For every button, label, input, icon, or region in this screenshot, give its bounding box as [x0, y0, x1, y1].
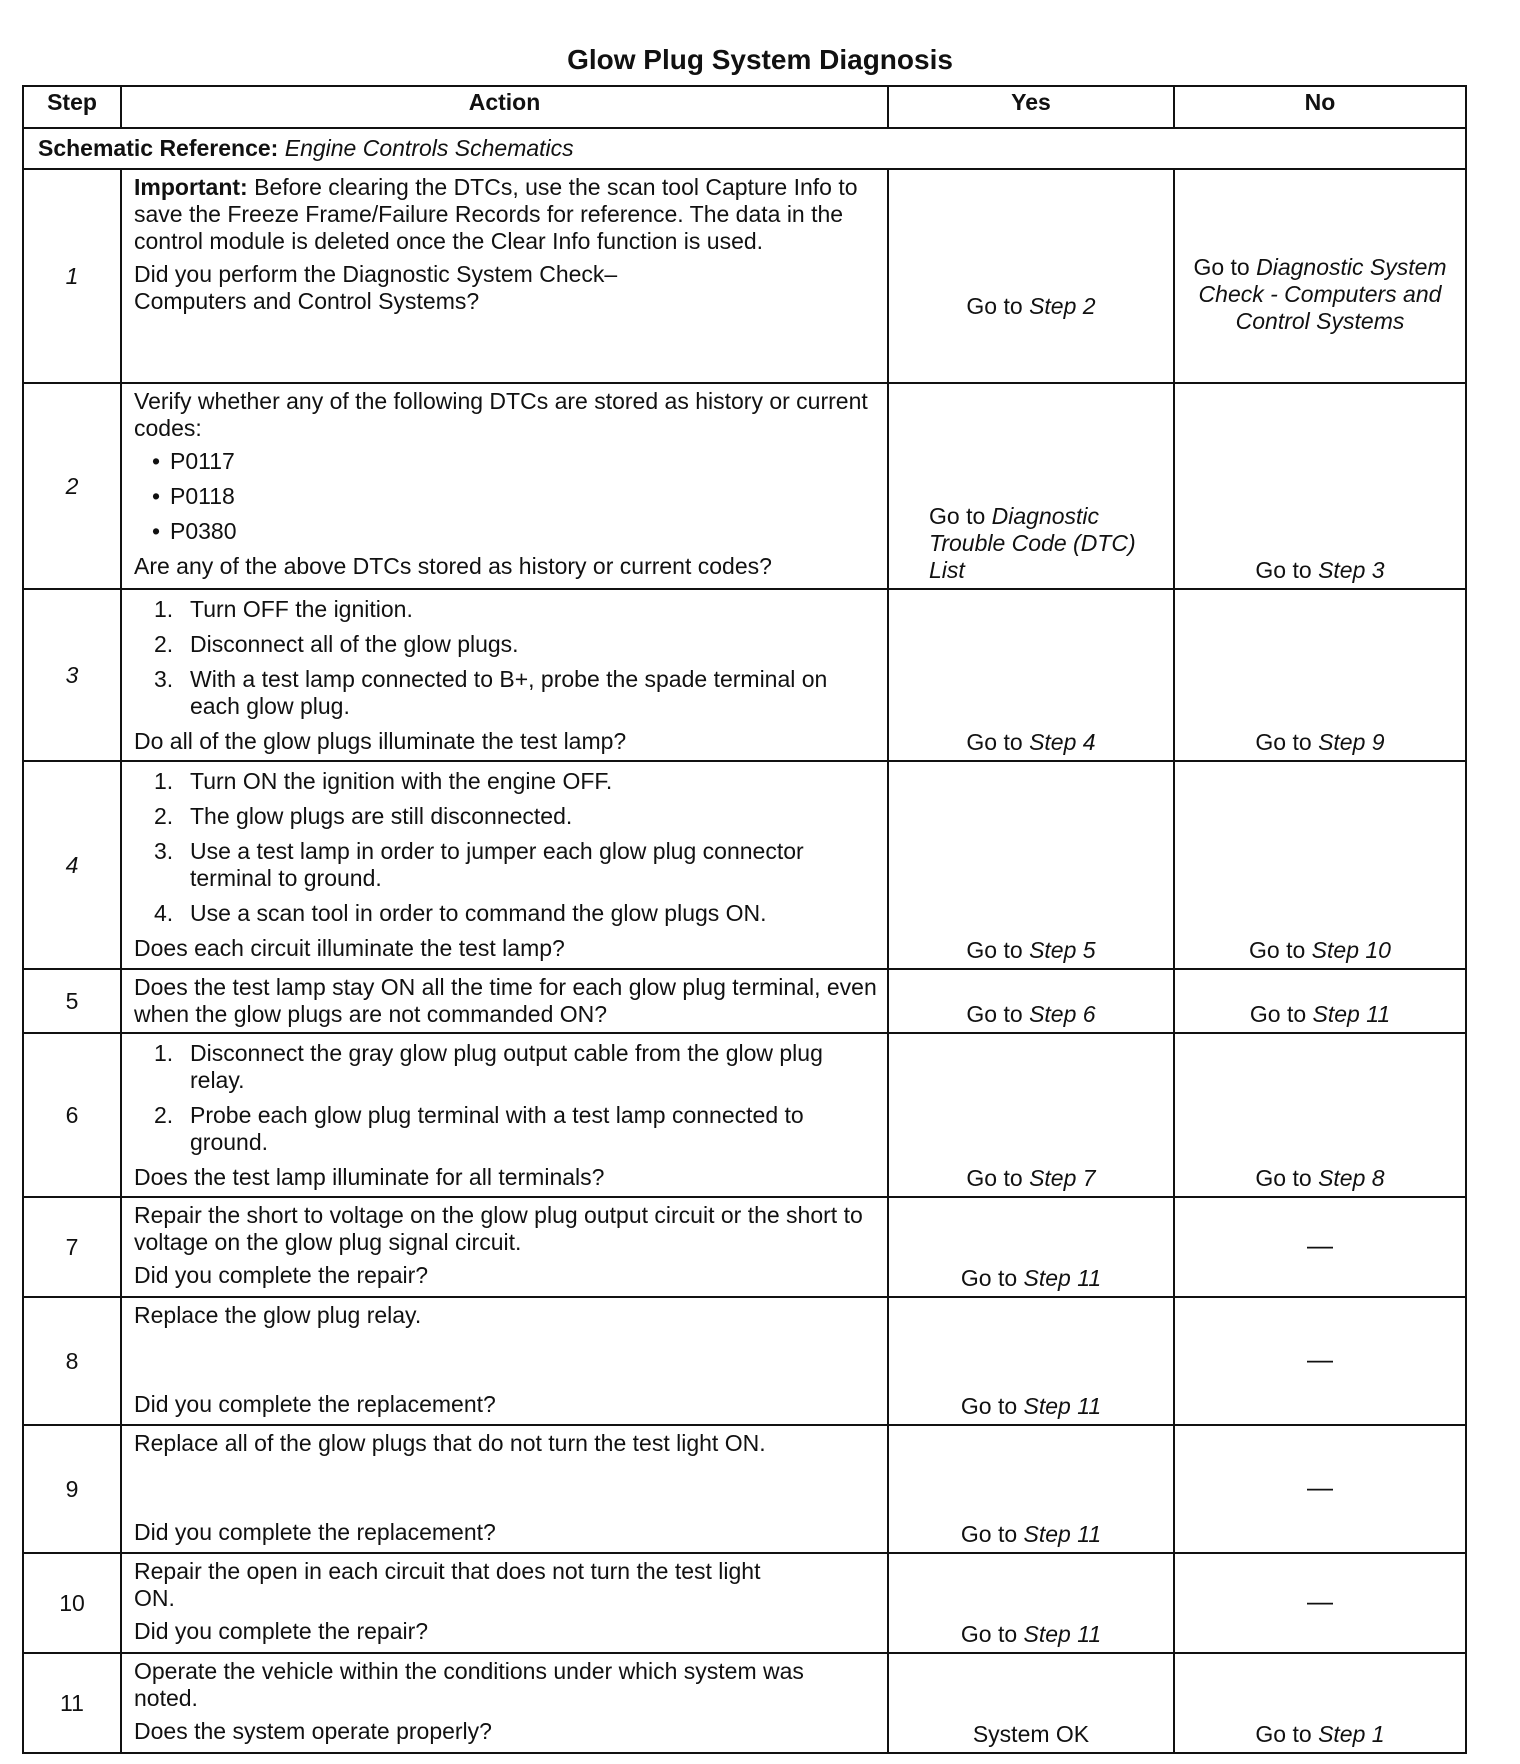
important-note: [134, 174, 877, 255]
action-cell: [121, 1425, 888, 1553]
step-number: 4: [23, 761, 121, 969]
yes-reference: Step 6: [1029, 1001, 1096, 1027]
step-number: 8: [23, 1297, 121, 1425]
no-reference: Step 11: [1312, 1001, 1391, 1027]
action-cell: [121, 589, 888, 761]
list-item: • P0380: [152, 518, 877, 545]
important-label: Important:: [134, 174, 248, 200]
list-item: 1. Turn ON the ignition with the engine OFF.: [154, 768, 613, 794]
action-cell: [121, 761, 888, 969]
diagnosis-table: [22, 85, 1467, 1754]
no-prefix: Go to: [1249, 937, 1306, 963]
yes-cell: [888, 761, 1174, 969]
step-number: 7: [23, 1197, 121, 1297]
list-item: 3. Use a test lamp in order to jumper each glow plug connector terminal to ground.: [154, 838, 804, 891]
list-item: 2. Probe each glow plug terminal with a test lamp connected to ground.: [154, 1102, 804, 1155]
yes-reference: Step 4: [1029, 729, 1096, 755]
no-prefix: Go to: [1193, 253, 1250, 280]
table-row: [23, 1033, 1466, 1197]
yes-prefix: Go to: [966, 729, 1023, 755]
yes-prefix: Go to: [929, 503, 986, 529]
header-row: [23, 86, 1466, 128]
important-text: Before clearing the DTCs, use the scan tool Capture Info to save the Freeze Frame/Failure Records for reference. The data in the control module is deleted once the Clear Info function is used.: [134, 174, 858, 254]
yes-cell: [888, 1033, 1174, 1197]
no-cell: —: [1174, 1297, 1466, 1425]
action-text: Replace the glow plug relay.: [134, 1302, 422, 1328]
action-cell: [121, 1033, 888, 1197]
step-number: 2: [23, 383, 121, 589]
action-question: Does each circuit illuminate the test lamp?: [134, 935, 565, 961]
action-question: Does the test lamp stay ON all the time for each glow plug terminal, even when the glow plugs are not commanded ON?: [134, 974, 877, 1027]
action-text: Repair the short to voltage on the glow plug output circuit or the short to voltage on the glow plug signal circuit.: [134, 1202, 863, 1255]
table-row: [23, 1197, 1466, 1297]
yes-cell: [888, 1553, 1174, 1653]
yes-prefix: Go to: [966, 1165, 1023, 1191]
no-cell: [1174, 589, 1466, 761]
yes-cell: [888, 383, 1174, 589]
list-item: 2. The glow plugs are still disconnected.: [154, 803, 573, 829]
dtc-list: [134, 448, 877, 545]
yes-cell: [888, 1425, 1174, 1553]
action-text: Repair the open in each circuit that does not turn the test light ON.: [134, 1558, 761, 1611]
yes-reference: Step 11: [1023, 1621, 1102, 1647]
yes-cell: [888, 969, 1174, 1033]
yes-reference: Step 11: [1023, 1521, 1102, 1547]
no-cell: —: [1174, 1425, 1466, 1553]
step-number: 5: [23, 969, 121, 1033]
header-action: Action: [121, 86, 888, 128]
action-cell: [121, 1297, 888, 1425]
header-no: No: [1174, 86, 1466, 128]
schematic-label: Schematic Reference:: [38, 135, 279, 161]
yes-prefix: Go to: [966, 937, 1023, 963]
yes-cell: [888, 1197, 1174, 1297]
list-item: • P0117: [152, 448, 877, 475]
yes-reference: Step 7: [1029, 1165, 1096, 1191]
table-row: [23, 1297, 1466, 1425]
yes-cell: [888, 169, 1174, 383]
yes-prefix: Go to: [966, 1001, 1023, 1027]
action-question: Did you complete the replacement?: [134, 1391, 496, 1417]
no-reference: Step 8: [1318, 1165, 1385, 1191]
no-reference: Step 9: [1318, 729, 1385, 755]
table-row: [23, 969, 1466, 1033]
step-number: 1: [23, 169, 121, 383]
list-item: 1. Disconnect the gray glow plug output cable from the glow plug relay.: [154, 1040, 823, 1093]
no-cell: [1174, 1033, 1466, 1197]
action-question: Did you complete the repair?: [134, 1618, 429, 1644]
yes-reference: Step 11: [1023, 1393, 1102, 1419]
action-text: Replace all of the glow plugs that do not turn the test light ON.: [134, 1430, 766, 1456]
no-reference: Diagnostic System Check - Computers and Control Systems: [1198, 253, 1447, 334]
yes-cell: [888, 589, 1174, 761]
action-question: Are any of the above DTCs stored as history or current codes?: [134, 553, 772, 579]
action-question: Did you complete the repair?: [134, 1262, 429, 1288]
action-text: Verify whether any of the following DTCs are stored as history or current codes:: [134, 388, 868, 441]
action-question: Did you perform the Diagnostic System Check–Computers and Control Systems?: [134, 261, 618, 314]
step-number: 10: [23, 1553, 121, 1653]
table-row: [23, 169, 1466, 383]
action-question: Does the test lamp illuminate for all terminals?: [134, 1164, 605, 1190]
table-row: [23, 761, 1466, 969]
procedure-list: [134, 768, 877, 927]
yes-cell: [888, 1297, 1174, 1425]
procedure-list: [134, 596, 877, 720]
step-number: 11: [23, 1653, 121, 1753]
yes-cell: System OK: [888, 1653, 1174, 1753]
action-question: Does the system operate properly?: [134, 1718, 492, 1744]
yes-prefix: Go to: [960, 1521, 1018, 1547]
no-prefix: Go to: [1249, 1001, 1307, 1027]
list-item: • P0118: [152, 483, 877, 510]
no-cell: [1174, 383, 1466, 589]
action-question: Did you complete the replacement?: [134, 1519, 496, 1545]
no-cell: —: [1174, 1553, 1466, 1653]
list-item: 1. Turn OFF the ignition.: [154, 596, 413, 622]
no-cell: [1174, 169, 1466, 383]
table-row: [23, 383, 1466, 589]
procedure-list: [134, 1040, 877, 1156]
action-cell: [121, 383, 888, 589]
no-prefix: Go to: [1255, 557, 1312, 583]
no-cell: —: [1174, 1197, 1466, 1297]
no-reference: Step 10: [1311, 937, 1391, 963]
list-item: 3. With a test lamp connected to B+, probe the spade terminal on each glow plug.: [154, 666, 828, 719]
yes-prefix: Go to: [960, 1621, 1018, 1647]
yes-prefix: Go to: [966, 293, 1023, 319]
list-item: 4. Use a scan tool in order to command the glow plugs ON.: [154, 900, 767, 926]
table-row: [23, 1653, 1466, 1753]
no-reference: Step 3: [1318, 557, 1385, 583]
action-question: Do all of the glow plugs illuminate the test lamp?: [134, 728, 627, 754]
no-cell: [1174, 761, 1466, 969]
yes-prefix: Go to: [960, 1393, 1018, 1419]
list-item: 2. Disconnect all of the glow plugs.: [154, 631, 519, 657]
yes-prefix: Go to: [960, 1265, 1018, 1291]
action-cell: [121, 969, 888, 1033]
action-cell: [121, 1553, 888, 1653]
action-cell: [121, 1653, 888, 1753]
header-yes: Yes: [888, 86, 1174, 128]
yes-reference: Step 2: [1029, 293, 1096, 319]
schematic-reference-row: [23, 128, 1466, 169]
yes-reference: Diagnostic Trouble Code (DTC) List: [929, 503, 1136, 583]
no-prefix: Go to: [1255, 1165, 1312, 1191]
step-number: 9: [23, 1425, 121, 1553]
step-number: 6: [23, 1033, 121, 1197]
no-cell: [1174, 1653, 1466, 1753]
table-row: [23, 589, 1466, 761]
schematic-value: Engine Controls Schematics: [284, 135, 574, 161]
step-number: 3: [23, 589, 121, 761]
no-cell: [1174, 969, 1466, 1033]
action-cell: [121, 1197, 888, 1297]
yes-reference: Step 5: [1029, 937, 1096, 963]
no-prefix: Go to: [1255, 1721, 1312, 1747]
yes-reference: Step 11: [1023, 1265, 1102, 1291]
action-text: Operate the vehicle within the conditions under which system was noted.: [134, 1658, 804, 1711]
table-row: [23, 1553, 1466, 1653]
table-row: [23, 1425, 1466, 1553]
page-title: Glow Plug System Diagnosis: [567, 44, 953, 75]
no-reference: Step 1: [1318, 1721, 1385, 1747]
action-cell: [121, 169, 888, 383]
header-step: Step: [23, 86, 121, 128]
no-prefix: Go to: [1255, 729, 1312, 755]
